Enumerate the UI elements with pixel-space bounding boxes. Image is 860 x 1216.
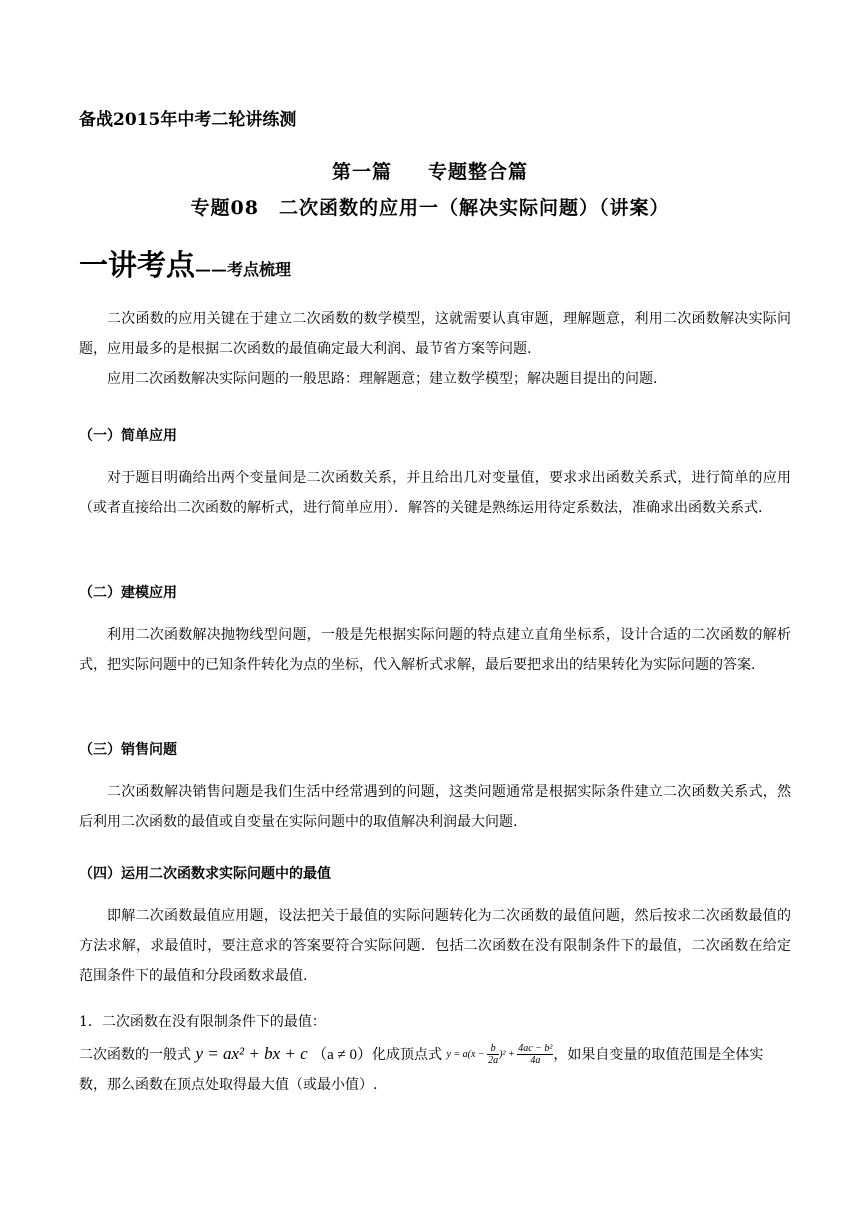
intro-paragraph-1: 二次函数的应用关键在于建立二次函数的数学模型，这就需要认真审题，理解题意，利用二次函数解决实际问题，应用最多的是根据二次函数的最值确定最大利润、最节省方案等问题. xyxy=(79,311,791,357)
intro-paragraph-2: 应用二次函数解决实际问题的一般思路：理解题意；建立数学模型；解决题目提出的问题. xyxy=(107,371,658,387)
section-heading-4: （四）运用二次函数求实际问题中的最值 xyxy=(79,866,331,882)
vertex-form-formula xyxy=(446,1040,553,1070)
lecture-main: 一讲考点 xyxy=(79,248,196,282)
nonzero-condition: （a ≠ 0） xyxy=(312,1047,372,1063)
formula-tail: ，如果自变量的取值范围是全体实数，那么函数在顶点处取得最大值（或最小值）. xyxy=(79,1047,764,1093)
general-form-formula: y = ax² + bx + c xyxy=(195,1044,308,1063)
section-text-1: 对于题目明确给出两个变量间是二次函数关系，并且给出几对变量值，要求求出函数关系式，进行简单的应用（或者直接给出二次函数的解析式，进行简单应用）．解答的关键是熟练运用待定系数法，准确求出函数关系式. xyxy=(79,470,791,516)
fraction-1-numerator: b xyxy=(487,1043,499,1055)
vertex-prefix: y = a(x − xyxy=(446,1049,485,1060)
formula-lead: 二次函数的一般式 xyxy=(79,1047,191,1063)
section-heading-2: （二）建模应用 xyxy=(79,585,177,601)
part-title-number: 第一篇 xyxy=(331,161,392,183)
vertex-mid: )² + xyxy=(499,1049,515,1060)
section-heading-3: （三）销售问题 xyxy=(79,742,177,758)
part-title xyxy=(0,157,860,184)
fraction-2-numerator: 4ac − b² xyxy=(518,1043,553,1055)
fraction-2-denominator: 4a xyxy=(530,1055,541,1067)
fraction-4ac-minus-b2-over-4a xyxy=(517,1043,553,1066)
series-title: 备战2015年中考二轮讲练测 xyxy=(79,110,297,130)
section-text-3: 二次函数解决销售问题是我们生活中经常遇到的问题，这类问题通常是根据实际条件建立二次函数关系式，然后利用二次函数的最值或自变量在实际问题中的取值解决利润最大问题. xyxy=(79,784,791,830)
topic-title: 专题08 二次函数的应用一（解决实际问题）（讲案） xyxy=(190,197,670,219)
section-heading-1: （一）简单应用 xyxy=(79,428,177,444)
fraction-b-over-2a xyxy=(487,1043,499,1066)
item-1-title: 1．二次函数在没有限制条件下的最值： xyxy=(79,1014,326,1030)
part-title-name: 专题整合篇 xyxy=(428,161,529,183)
fraction-1-denominator: 2a xyxy=(488,1055,499,1067)
formula-paragraph xyxy=(79,1039,791,1100)
lecture-heading xyxy=(79,243,291,284)
section-text-2: 利用二次函数解决抛物线型问题，一般是先根据实际问题的特点建立直角坐标系，设计合适的二次函数的解析式，把实际问题中的已知条件转化为点的坐标，代入解析式求解，最后要把求出的结果转化为实际问题的答案. xyxy=(79,627,791,673)
lecture-sub: ——考点梳理 xyxy=(195,260,292,279)
section-text-4: 即解二次函数最值应用题，设法把关于最值的实际问题转化为二次函数的最值问题，然后按求二次函数最值的方法求解，求最值时，要注意求的答案要符合实际问题．包括二次函数在没有限制条件下的最值，二次函数在给定范围条件下的最值和分段函数求最值. xyxy=(79,908,791,984)
convert-text: 化成顶点式 xyxy=(372,1047,442,1063)
